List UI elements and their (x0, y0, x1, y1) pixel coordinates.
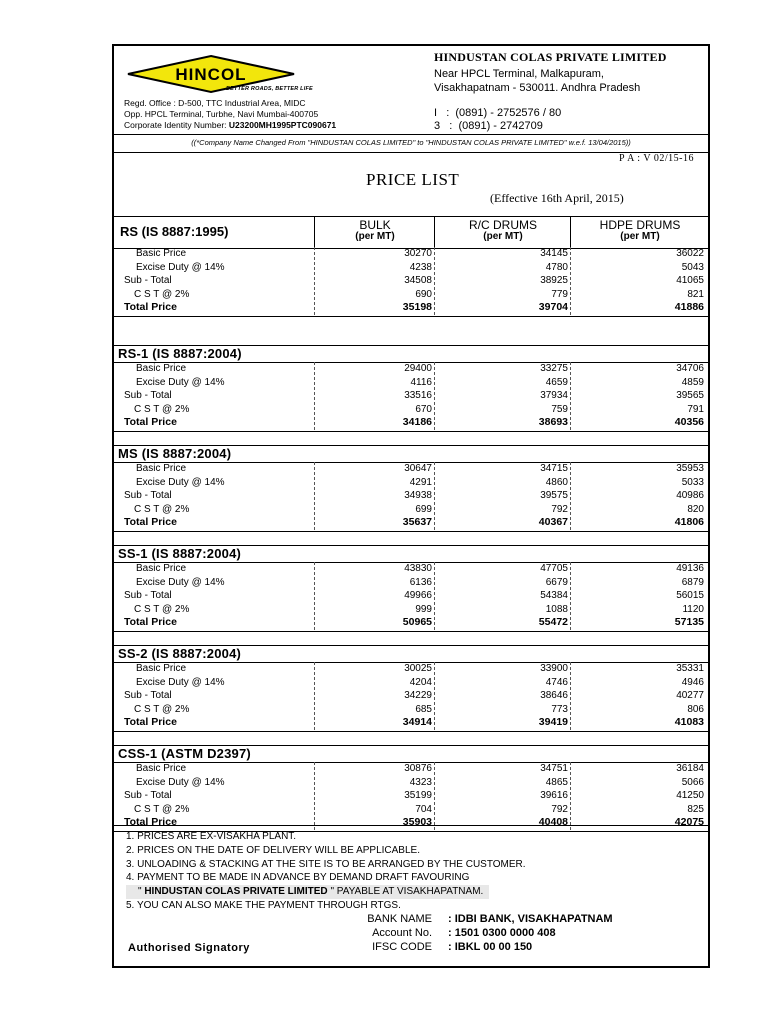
price-cell: 4323 (409, 776, 432, 788)
section-divider (114, 431, 708, 432)
regd-line-2: Opp. HPCL Terminal, Turbhe, Navi Mumbai-400705 (124, 109, 319, 119)
price-cell: 40408 (538, 816, 568, 829)
table-row (114, 616, 708, 630)
column-title: R/C DRUMS (469, 218, 537, 232)
table-row (114, 776, 708, 790)
section-divider (114, 831, 708, 832)
bank-name-label: BANK NAME (367, 913, 432, 925)
price-cell: 38693 (538, 416, 568, 429)
price-cell: 35953 (676, 463, 704, 474)
section-divider (114, 531, 708, 532)
payee-prefix: " (138, 886, 145, 898)
bank-name-value: : IDBI BANK, VISAKHAPATNAM (448, 913, 613, 925)
account-label: Account No. (372, 927, 432, 939)
column-divider (570, 462, 571, 530)
table-row (114, 462, 708, 476)
row-label: C S T @ 2% (134, 288, 190, 300)
price-cell: 825 (687, 803, 704, 815)
price-cell: 4291 (409, 476, 432, 488)
price-cell: 34715 (540, 463, 568, 474)
price-cell: 30876 (404, 763, 432, 774)
price-cell: 50965 (402, 616, 432, 629)
price-cell: 6879 (681, 576, 704, 588)
row-label: Basic Price (136, 463, 187, 474)
price-cell: 34508 (404, 275, 432, 287)
column-divider (314, 762, 315, 830)
table-row (114, 288, 708, 302)
price-cell: 30025 (404, 663, 432, 674)
price-cell: 806 (687, 703, 704, 715)
price-cell: 49966 (404, 590, 432, 602)
price-cell: 33275 (540, 363, 568, 374)
table-row (114, 703, 708, 717)
column-divider (434, 362, 435, 430)
price-cell: 35198 (402, 301, 432, 314)
account-value: : 1501 0300 0000 408 (448, 927, 556, 939)
terms-notes (126, 830, 526, 913)
price-cell: 38646 (540, 690, 568, 702)
price-cell: 5033 (681, 476, 704, 488)
table-row (114, 503, 708, 517)
phone-2: 3 : (0891) - 2742709 (434, 120, 543, 132)
column-divider (434, 462, 435, 530)
section-divider (114, 316, 708, 317)
price-cell: 690 (415, 288, 432, 300)
price-cell: 699 (415, 503, 432, 515)
price-cell: 6679 (545, 576, 568, 588)
price-cell: 40986 (676, 490, 704, 502)
row-label: C S T @ 2% (134, 503, 190, 515)
price-cell: 30647 (404, 463, 432, 474)
note-5: 5. YOU CAN ALSO MAKE THE PAYMENT THROUGH RTGS. (126, 899, 401, 911)
price-cell: 792 (551, 503, 568, 515)
svg-text:HINCOL: HINCOL (175, 65, 247, 84)
price-cell: 36184 (676, 763, 704, 774)
price-cell: 820 (687, 503, 704, 515)
price-cell: 38925 (540, 275, 568, 287)
price-cell: 1088 (545, 603, 568, 615)
payee-name: HINDUSTAN COLAS PRIVATE LIMITED (144, 886, 328, 898)
table-row (114, 689, 708, 703)
price-cell: 685 (415, 703, 432, 715)
price-cell: 39575 (540, 490, 568, 502)
ifsc-label: IFSC CODE (372, 941, 432, 953)
price-cell: 41886 (674, 301, 704, 314)
table-row (114, 716, 708, 730)
price-cell: 4238 (409, 261, 432, 273)
section-title: RS-1 (IS 8887:2004) (118, 346, 242, 361)
price-cell: 41250 (676, 790, 704, 802)
section-divider (114, 345, 708, 346)
price-cell: 35637 (402, 516, 432, 529)
price-cell: 40277 (676, 690, 704, 702)
table-row (114, 816, 708, 830)
row-label: Total Price (124, 716, 177, 729)
price-cell: 34751 (540, 763, 568, 774)
column-divider (570, 247, 571, 315)
price-cell: 4865 (545, 776, 568, 788)
table-row (114, 274, 708, 288)
row-label: Total Price (124, 416, 177, 429)
row-label: C S T @ 2% (134, 403, 190, 415)
page-title: PRICE LIST (366, 170, 460, 189)
price-cell: 37934 (540, 390, 568, 402)
row-label: C S T @ 2% (134, 703, 190, 715)
table-row (114, 389, 708, 403)
price-cell: 5043 (681, 261, 704, 273)
table-row (114, 589, 708, 603)
price-cell: 54384 (540, 590, 568, 602)
column-divider (434, 662, 435, 730)
phone-1: I : (0891) - 2752576 / 80 (434, 107, 562, 119)
price-cell: 792 (551, 803, 568, 815)
price-cell: 4204 (409, 676, 432, 688)
column-divider (570, 762, 571, 830)
row-label: Sub - Total (124, 590, 172, 602)
row-label: Total Price (124, 301, 177, 314)
price-cell: 41806 (674, 516, 704, 529)
row-label: C S T @ 2% (134, 803, 190, 815)
section-divider (114, 545, 708, 546)
company-address (434, 67, 640, 95)
price-cell: 41065 (676, 275, 704, 287)
row-label: Basic Price (136, 248, 187, 259)
section-title: SS-2 (IS 8887:2004) (118, 646, 242, 661)
price-cell: 821 (687, 288, 704, 300)
price-cell: 34938 (404, 490, 432, 502)
price-cell: 39616 (540, 790, 568, 802)
ifsc-value: : IBKL 00 00 150 (448, 941, 533, 953)
logo-tagline: BETTER ROADS, BETTER LIFE (226, 86, 313, 92)
table-row (114, 576, 708, 590)
row-label: Total Price (124, 816, 177, 829)
column-divider (314, 247, 315, 315)
price-cell: 33900 (540, 663, 568, 674)
price-cell: 34914 (402, 716, 432, 729)
price-cell: 1120 (682, 603, 704, 615)
row-label: Sub - Total (124, 275, 172, 287)
price-cell: 4746 (545, 676, 568, 688)
price-cell: 43830 (404, 563, 432, 574)
column-divider (570, 562, 571, 630)
note-1: 1. PRICES ARE EX-VISAKHA PLANT. (126, 831, 297, 842)
column-divider (314, 462, 315, 530)
price-cell: 759 (551, 403, 568, 415)
column-bulk (314, 217, 435, 248)
price-cell: 49136 (676, 563, 704, 574)
price-list-sheet (112, 44, 710, 968)
column-divider (434, 762, 435, 830)
price-cell: 4860 (545, 476, 568, 488)
price-cell: 4659 (545, 376, 568, 388)
table-row (114, 603, 708, 617)
authorised-signatory: Authorised Signatory (128, 942, 250, 954)
first-section-title: RS (IS 8887:1995) (120, 224, 229, 239)
column-divider (314, 562, 315, 630)
row-label: Sub - Total (124, 690, 172, 702)
table-row (114, 516, 708, 530)
address-line-1: Near HPCL Terminal, Malkapuram, (434, 68, 604, 80)
note-3: 3. UNLOADING & STACKING AT THE SITE IS TO BE ARRANGED BY THE CUSTOMER. (126, 858, 526, 870)
column-unit: (per MT) (620, 231, 660, 242)
price-cell: 773 (551, 703, 568, 715)
row-label: Excise Duty @ 14% (136, 376, 225, 388)
price-cell: 42075 (674, 816, 704, 829)
price-cell: 30270 (404, 248, 432, 259)
column-divider (434, 562, 435, 630)
table-row (114, 376, 708, 390)
price-cell: 56015 (676, 590, 704, 602)
price-cell: 40356 (674, 416, 704, 429)
column-divider (570, 362, 571, 430)
table-row (114, 416, 708, 430)
price-cell: 34229 (404, 690, 432, 702)
note-2: 2. PRICES ON THE DATE OF DELIVERY WILL BE APPLICABLE. (126, 844, 420, 856)
table-row (114, 762, 708, 776)
column-divider (314, 662, 315, 730)
price-cell: 36022 (676, 248, 704, 259)
hincol-logo (126, 54, 296, 100)
section-title: SS-1 (IS 8887:2004) (118, 546, 242, 561)
section-divider (114, 445, 708, 446)
row-label: Basic Price (136, 763, 187, 774)
table-row (114, 662, 708, 676)
price-cell: 704 (415, 803, 432, 815)
price-cell: 40367 (538, 516, 568, 529)
row-label: Sub - Total (124, 390, 172, 402)
letterhead (114, 46, 708, 135)
regd-line-1: Regd. Office : D-500, TTC Industrial Area, MIDC (124, 98, 306, 108)
row-label: Excise Duty @ 14% (136, 261, 225, 273)
price-cell: 4859 (681, 376, 704, 388)
price-cell: 670 (415, 403, 432, 415)
price-cell: 33516 (404, 390, 432, 402)
row-label: Basic Price (136, 663, 187, 674)
column-divider (434, 247, 435, 315)
price-cell: 35903 (402, 816, 432, 829)
row-label: C S T @ 2% (134, 603, 190, 615)
price-cell: 57135 (674, 616, 704, 629)
address-line-2: Visakhapatnam - 530011. Andhra Pradesh (434, 82, 641, 94)
column-divider (570, 662, 571, 730)
table-row (114, 476, 708, 490)
company-name: HINDUSTAN COLAS PRIVATE LIMITED (434, 50, 667, 64)
payee-line (126, 885, 526, 899)
price-cell: 4116 (410, 376, 432, 388)
row-label: Excise Duty @ 14% (136, 476, 225, 488)
price-cell: 791 (687, 403, 704, 415)
price-cell: 39565 (676, 390, 704, 402)
row-label: Sub - Total (124, 490, 172, 502)
price-cell: 34145 (540, 248, 568, 259)
price-cell: 6136 (409, 576, 432, 588)
table-header (114, 216, 708, 249)
column-title: BULK (359, 218, 391, 232)
table-row (114, 676, 708, 690)
section-divider (114, 645, 708, 646)
price-cell: 999 (415, 603, 432, 615)
table-row (114, 301, 708, 315)
cin-value: U23200MH1995PTC090671 (228, 120, 337, 130)
pa-code: P A : V 02/15-16 (618, 153, 694, 164)
row-label: Basic Price (136, 363, 187, 374)
cin-label: Corporate Identity Number: (124, 120, 229, 130)
table-row (114, 803, 708, 817)
column-rc-drums (434, 217, 571, 248)
column-title: HDPE DRUMS (599, 218, 681, 232)
table-row (114, 362, 708, 376)
section-divider (114, 631, 708, 632)
table-row (114, 562, 708, 576)
price-cell: 4946 (681, 676, 704, 688)
price-cell: 29400 (404, 363, 432, 374)
price-cell: 39704 (538, 301, 568, 314)
table-row (114, 789, 708, 803)
row-label: Total Price (124, 616, 177, 629)
price-cell: 779 (551, 288, 568, 300)
price-cell: 34706 (676, 363, 704, 374)
price-cell: 35331 (676, 663, 704, 674)
row-label: Basic Price (136, 563, 187, 574)
price-cell: 35199 (404, 790, 432, 802)
column-divider (314, 362, 315, 430)
row-label: Total Price (124, 516, 177, 529)
note-4: 4. PAYMENT TO BE MADE IN ADVANCE BY DEMAND DRAFT FAVOURING (126, 872, 470, 884)
section-title: MS (IS 8887:2004) (118, 446, 232, 461)
table-row (114, 247, 708, 261)
table-row (114, 403, 708, 417)
column-unit: (per MT) (355, 231, 395, 242)
price-cell: 41083 (674, 716, 704, 729)
row-label: Excise Duty @ 14% (136, 776, 225, 788)
price-cell: 39419 (538, 716, 568, 729)
price-cell: 55472 (538, 616, 568, 629)
row-label: Excise Duty @ 14% (136, 576, 225, 588)
registered-office (124, 98, 336, 131)
payee-suffix: " PAYABLE AT VISAKHAPATNAM. (327, 886, 484, 898)
row-label: Excise Duty @ 14% (136, 676, 225, 688)
cin (124, 120, 336, 131)
effective-date: (Effective 16th April, 2015) (490, 191, 624, 205)
row-label: Sub - Total (124, 790, 172, 802)
section-divider (114, 731, 708, 732)
price-cell: 47705 (540, 563, 568, 574)
section-divider (114, 825, 708, 826)
section-divider (114, 745, 708, 746)
column-hdpe-drums (570, 217, 709, 248)
price-cell: 5066 (681, 776, 704, 788)
price-cell: 34186 (402, 416, 432, 429)
name-change-note: ((*Company Name Changed From "HINDUSTAN COLAS LIMITED" to "HINDUSTAN COLAS PRIVATE LIMITED" w.e.f. 13/04/2015)) (114, 134, 708, 153)
table-row (114, 261, 708, 275)
phone-numbers (434, 107, 561, 133)
column-unit: (per MT) (483, 231, 523, 242)
table-row (114, 489, 708, 503)
section-title: CSS-1 (ASTM D2397) (118, 746, 251, 761)
price-cell: 4780 (545, 261, 568, 273)
